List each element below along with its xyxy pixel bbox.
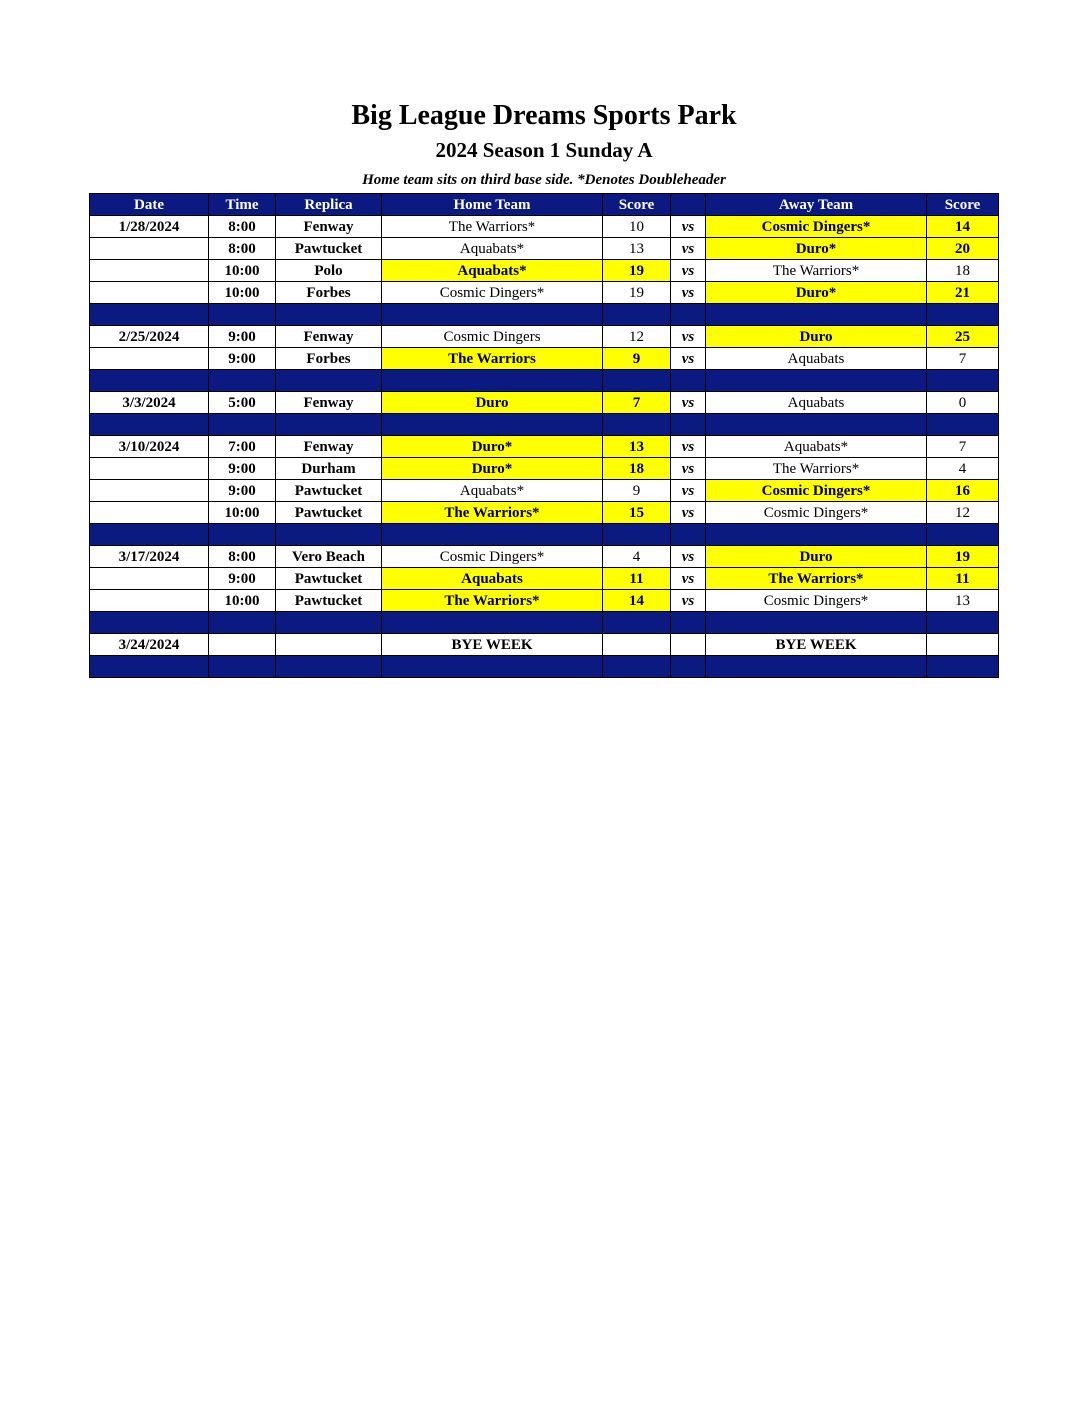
replica-cell: Pawtucket <box>276 502 382 524</box>
schedule-note: Home team sits on third base side. *Denotes Doubleheader <box>362 172 726 188</box>
game-row <box>90 502 999 524</box>
separator-cell <box>276 656 382 678</box>
separator-cell <box>603 304 671 326</box>
game-row <box>90 568 999 590</box>
time-cell: 10:00 <box>209 260 276 282</box>
away-team-cell: The Warriors* <box>706 458 927 480</box>
replica-cell: Pawtucket <box>276 238 382 260</box>
vs-cell: vs <box>671 546 706 568</box>
vs-cell: vs <box>671 590 706 612</box>
away-team-cell: Duro <box>706 326 927 348</box>
date-cell <box>90 480 209 502</box>
replica-cell: Vero Beach <box>276 546 382 568</box>
date-cell: 3/10/2024 <box>90 436 209 458</box>
separator-row <box>90 524 999 546</box>
separator-cell <box>927 612 999 634</box>
home-team-cell: Cosmic Dingers* <box>382 282 603 304</box>
time-cell: 10:00 <box>209 590 276 612</box>
away-score-cell: 12 <box>927 502 999 524</box>
away-score-cell: 16 <box>927 480 999 502</box>
vs-cell: vs <box>671 392 706 414</box>
time-cell: 7:00 <box>209 436 276 458</box>
col-header-time: Time <box>209 194 276 216</box>
date-cell <box>90 282 209 304</box>
home-score-cell: 13 <box>603 238 671 260</box>
separator-cell <box>382 524 603 546</box>
schedule-table <box>89 193 999 678</box>
replica-cell: Fenway <box>276 216 382 238</box>
game-row <box>90 348 999 370</box>
home-team-cell: Aquabats <box>382 568 603 590</box>
replica-cell: Forbes <box>276 282 382 304</box>
away-team-cell: The Warriors* <box>706 260 927 282</box>
separator-row <box>90 612 999 634</box>
home-score-cell: 15 <box>603 502 671 524</box>
away-team-cell: Cosmic Dingers* <box>706 502 927 524</box>
home-score-cell: 10 <box>603 216 671 238</box>
home-score-cell: 19 <box>603 260 671 282</box>
separator-cell <box>276 370 382 392</box>
date-cell <box>90 568 209 590</box>
separator-row <box>90 304 999 326</box>
away-score-cell: 7 <box>927 436 999 458</box>
away-score-cell: 13 <box>927 590 999 612</box>
home-team-cell: Duro <box>382 392 603 414</box>
separator-cell <box>671 414 706 436</box>
away-team-cell: Cosmic Dingers* <box>706 480 927 502</box>
separator-cell <box>671 656 706 678</box>
time-cell: 8:00 <box>209 546 276 568</box>
home-team-cell: Duro* <box>382 458 603 480</box>
separator-cell <box>603 612 671 634</box>
date-cell: 3/17/2024 <box>90 546 209 568</box>
vs-cell: vs <box>671 568 706 590</box>
home-team-cell: Cosmic Dingers <box>382 326 603 348</box>
game-row <box>90 458 999 480</box>
separator-cell <box>671 612 706 634</box>
time-cell: 10:00 <box>209 282 276 304</box>
separator-cell <box>276 304 382 326</box>
bye-week-row <box>90 634 999 656</box>
home-team-cell: Aquabats* <box>382 238 603 260</box>
away-score-cell: 4 <box>927 458 999 480</box>
home-score-cell <box>603 634 671 656</box>
home-score-cell: 9 <box>603 480 671 502</box>
date-cell <box>90 502 209 524</box>
away-team-cell: Aquabats <box>706 348 927 370</box>
separator-cell <box>276 612 382 634</box>
separator-cell <box>90 304 209 326</box>
time-cell: 9:00 <box>209 458 276 480</box>
separator-cell <box>927 656 999 678</box>
home-team-cell: The Warriors* <box>382 216 603 238</box>
away-team-cell: The Warriors* <box>706 568 927 590</box>
page-subtitle: 2024 Season 1 Sunday A <box>435 138 653 162</box>
separator-cell <box>706 370 927 392</box>
game-row <box>90 260 999 282</box>
separator-cell <box>603 370 671 392</box>
away-score-cell: 0 <box>927 392 999 414</box>
separator-cell <box>603 414 671 436</box>
home-team-cell: The Warriors <box>382 348 603 370</box>
game-row <box>90 326 999 348</box>
separator-cell <box>603 656 671 678</box>
col-header-date: Date <box>90 194 209 216</box>
separator-cell <box>927 370 999 392</box>
col-header-away-score: Score <box>927 194 999 216</box>
vs-cell: vs <box>671 502 706 524</box>
separator-cell <box>276 524 382 546</box>
separator-row <box>90 370 999 392</box>
home-score-cell: 14 <box>603 590 671 612</box>
separator-cell <box>382 414 603 436</box>
replica-cell: Durham <box>276 458 382 480</box>
separator-cell <box>382 612 603 634</box>
vs-cell: vs <box>671 436 706 458</box>
time-cell: 9:00 <box>209 348 276 370</box>
game-row <box>90 216 999 238</box>
away-team-cell: Cosmic Dingers* <box>706 216 927 238</box>
time-cell: 9:00 <box>209 568 276 590</box>
home-team-cell: Duro* <box>382 436 603 458</box>
date-cell <box>90 260 209 282</box>
col-header-replica: Replica <box>276 194 382 216</box>
home-team-cell: The Warriors* <box>382 502 603 524</box>
separator-cell <box>927 524 999 546</box>
time-cell: 5:00 <box>209 392 276 414</box>
vs-cell: vs <box>671 260 706 282</box>
away-team-cell: Duro <box>706 546 927 568</box>
vs-cell: vs <box>671 480 706 502</box>
time-cell: 10:00 <box>209 502 276 524</box>
home-score-cell: 11 <box>603 568 671 590</box>
separator-cell <box>90 370 209 392</box>
replica-cell: Pawtucket <box>276 590 382 612</box>
separator-cell <box>706 524 927 546</box>
col-header-home-score: Score <box>603 194 671 216</box>
time-cell: 8:00 <box>209 216 276 238</box>
separator-cell <box>927 304 999 326</box>
away-team-cell: Duro* <box>706 238 927 260</box>
separator-cell <box>382 370 603 392</box>
home-team-cell: Aquabats* <box>382 480 603 502</box>
home-score-cell: 19 <box>603 282 671 304</box>
game-row <box>90 590 999 612</box>
home-score-cell: 18 <box>603 458 671 480</box>
replica-cell: Fenway <box>276 436 382 458</box>
away-team-cell: Cosmic Dingers* <box>706 590 927 612</box>
separator-cell <box>90 524 209 546</box>
home-score-cell: 9 <box>603 348 671 370</box>
away-score-cell <box>927 634 999 656</box>
away-score-cell: 21 <box>927 282 999 304</box>
time-cell <box>209 634 276 656</box>
replica-cell: Pawtucket <box>276 480 382 502</box>
game-row <box>90 392 999 414</box>
game-row <box>90 238 999 260</box>
separator-cell <box>276 414 382 436</box>
away-team-cell: Aquabats* <box>706 436 927 458</box>
replica-cell: Fenway <box>276 392 382 414</box>
separator-cell <box>706 414 927 436</box>
separator-cell <box>209 524 276 546</box>
game-row <box>90 480 999 502</box>
date-cell: 3/3/2024 <box>90 392 209 414</box>
date-cell: 1/28/2024 <box>90 216 209 238</box>
separator-cell <box>706 612 927 634</box>
replica-cell: Fenway <box>276 326 382 348</box>
col-header-vs <box>671 194 706 216</box>
header-row <box>90 194 999 216</box>
away-score-cell: 18 <box>927 260 999 282</box>
home-team-cell: BYE WEEK <box>382 634 603 656</box>
separator-cell <box>90 656 209 678</box>
away-score-cell: 19 <box>927 546 999 568</box>
time-cell: 9:00 <box>209 480 276 502</box>
away-score-cell: 11 <box>927 568 999 590</box>
home-team-cell: Aquabats* <box>382 260 603 282</box>
game-row <box>90 546 999 568</box>
home-team-cell: Cosmic Dingers* <box>382 546 603 568</box>
time-cell: 9:00 <box>209 326 276 348</box>
away-team-cell: BYE WEEK <box>706 634 927 656</box>
separator-row <box>90 414 999 436</box>
vs-cell <box>671 634 706 656</box>
vs-cell: vs <box>671 326 706 348</box>
col-header-away-team: Away Team <box>706 194 927 216</box>
separator-cell <box>671 524 706 546</box>
date-cell <box>90 348 209 370</box>
replica-cell <box>276 634 382 656</box>
replica-cell: Pawtucket <box>276 568 382 590</box>
separator-cell <box>671 370 706 392</box>
date-cell <box>90 590 209 612</box>
home-score-cell: 7 <box>603 392 671 414</box>
date-cell <box>90 238 209 260</box>
col-header-home-team: Home Team <box>382 194 603 216</box>
game-row <box>90 436 999 458</box>
separator-cell <box>671 304 706 326</box>
separator-cell <box>90 414 209 436</box>
home-score-cell: 12 <box>603 326 671 348</box>
separator-cell <box>927 414 999 436</box>
replica-cell: Forbes <box>276 348 382 370</box>
away-score-cell: 7 <box>927 348 999 370</box>
away-team-cell: Aquabats <box>706 392 927 414</box>
home-team-cell: The Warriors* <box>382 590 603 612</box>
away-score-cell: 14 <box>927 216 999 238</box>
away-score-cell: 20 <box>927 238 999 260</box>
separator-cell <box>706 656 927 678</box>
vs-cell: vs <box>671 238 706 260</box>
vs-cell: vs <box>671 216 706 238</box>
vs-cell: vs <box>671 348 706 370</box>
game-row <box>90 282 999 304</box>
home-score-cell: 4 <box>603 546 671 568</box>
separator-cell <box>209 370 276 392</box>
home-score-cell: 13 <box>603 436 671 458</box>
separator-cell <box>382 304 603 326</box>
vs-cell: vs <box>671 458 706 480</box>
separator-cell <box>382 656 603 678</box>
replica-cell: Polo <box>276 260 382 282</box>
separator-cell <box>603 524 671 546</box>
away-team-cell: Duro* <box>706 282 927 304</box>
separator-cell <box>209 656 276 678</box>
date-cell <box>90 458 209 480</box>
separator-cell <box>706 304 927 326</box>
date-cell: 2/25/2024 <box>90 326 209 348</box>
separator-cell <box>209 304 276 326</box>
page-title: Big League Dreams Sports Park <box>351 100 737 131</box>
separator-cell <box>209 612 276 634</box>
time-cell: 8:00 <box>209 238 276 260</box>
away-score-cell: 25 <box>927 326 999 348</box>
separator-row <box>90 656 999 678</box>
date-cell: 3/24/2024 <box>90 634 209 656</box>
separator-cell <box>90 612 209 634</box>
separator-cell <box>209 414 276 436</box>
vs-cell: vs <box>671 282 706 304</box>
